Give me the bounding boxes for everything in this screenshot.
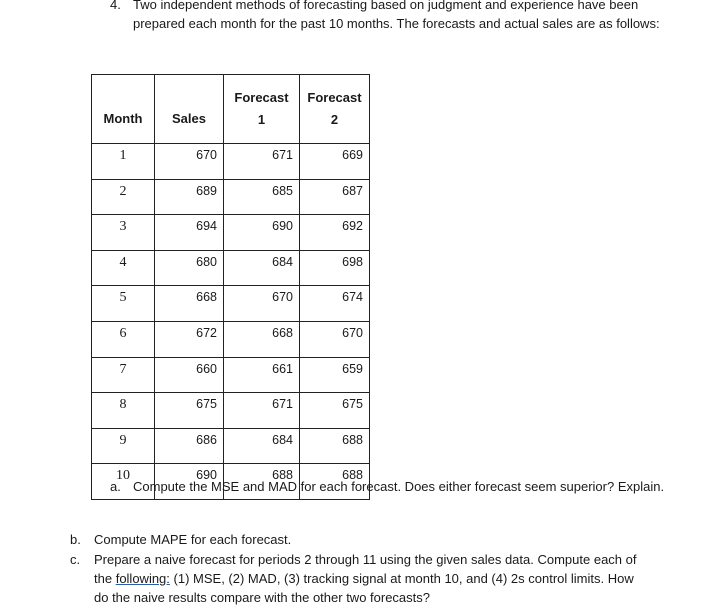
cell-month: 4: [92, 250, 155, 286]
cell-forecast-2: 675: [300, 393, 370, 429]
table-row: [92, 428, 370, 464]
cell-forecast-2: 659: [300, 357, 370, 393]
table-row: [92, 250, 370, 286]
table-row: [92, 393, 370, 429]
cell-forecast-2: 670: [300, 321, 370, 357]
cell-month: 8: [92, 393, 155, 429]
part-b-text: Compute MAPE for each forecast.: [94, 532, 292, 547]
table-row: [92, 286, 370, 322]
cell-forecast-1: 671: [224, 393, 300, 429]
cell-month: 6: [92, 321, 155, 357]
cell-forecast-1: 685: [224, 179, 300, 215]
header-sales: Sales: [155, 75, 224, 144]
cell-forecast-2: 687: [300, 179, 370, 215]
cell-sales: 675: [155, 393, 224, 429]
header-month: Month: [92, 75, 155, 144]
cell-sales: 686: [155, 428, 224, 464]
header-forecast-1-top: Forecast: [234, 90, 289, 105]
question-line-2: prepared each month for the past 10 months. The forecasts and actual sales are as follows:: [133, 16, 660, 31]
table-row: [92, 321, 370, 357]
cell-month: 2: [92, 179, 155, 215]
cell-month: 3: [92, 215, 155, 251]
cell-month: 5: [92, 286, 155, 322]
part-a-text: Compute the MSE and MAD for each forecast. Does either forecast seem superior? Explain.: [133, 479, 665, 494]
table-row: [92, 179, 370, 215]
cell-sales: 690: [155, 464, 224, 500]
cell-forecast-2: 669: [300, 144, 370, 180]
cell-forecast-2: 688: [300, 428, 370, 464]
cell-forecast-1: 671: [224, 144, 300, 180]
cell-forecast-1: 684: [224, 428, 300, 464]
cell-forecast-2: 692: [300, 215, 370, 251]
cell-forecast-2: 688: [300, 464, 370, 500]
cell-month: 7: [92, 357, 155, 393]
cell-forecast-2: 698: [300, 250, 370, 286]
cell-sales: 672: [155, 321, 224, 357]
header-forecast-2-bottom: 2: [330, 112, 339, 127]
part-c-line-2: [94, 569, 634, 588]
table-header-row: [92, 75, 370, 144]
header-forecast-1: [224, 75, 300, 144]
table-row: [92, 215, 370, 251]
part-c-line-2-pre: the: [94, 571, 113, 586]
cell-month: 10: [92, 464, 155, 500]
part-c-line-3: do the naive results compare with the other two forecasts?: [94, 590, 431, 605]
cell-sales: 694: [155, 215, 224, 251]
part-a-label: a.: [110, 479, 121, 494]
cell-forecast-1: 690: [224, 215, 300, 251]
cell-sales: 680: [155, 250, 224, 286]
forecast-table: [91, 74, 370, 500]
cell-sales: 668: [155, 286, 224, 322]
question-number: 4.: [110, 0, 121, 12]
cell-month: 1: [92, 144, 155, 180]
part-c-line-2-post: (1) MSE, (2) MAD, (3) tracking signal at month 10, and (4) 2s control limits. How: [173, 571, 634, 586]
cell-forecast-2: 674: [300, 286, 370, 322]
cell-forecast-1: 670: [224, 286, 300, 322]
cell-sales: 670: [155, 144, 224, 180]
cell-month: 9: [92, 428, 155, 464]
part-c-line-1: Prepare a naive forecast for periods 2 through 11 using the given sales data. Compute each of: [94, 552, 637, 567]
table-row: [92, 357, 370, 393]
cell-forecast-1: 661: [224, 357, 300, 393]
cell-forecast-1: 684: [224, 250, 300, 286]
table-row: [92, 144, 370, 180]
following-link[interactable]: following:: [115, 571, 170, 586]
header-forecast-2: [300, 75, 370, 144]
question-line-1: Two independent methods of forecasting based on judgment and experience have been: [133, 0, 639, 12]
header-forecast-2-top: Forecast: [307, 90, 362, 105]
part-b-label: b.: [70, 532, 81, 547]
header-forecast-1-bottom: 1: [257, 112, 266, 127]
part-c-label: c.: [70, 552, 81, 567]
cell-forecast-1: 668: [224, 321, 300, 357]
cell-sales: 660: [155, 357, 224, 393]
cell-forecast-1: 688: [224, 464, 300, 500]
cell-sales: 689: [155, 179, 224, 215]
